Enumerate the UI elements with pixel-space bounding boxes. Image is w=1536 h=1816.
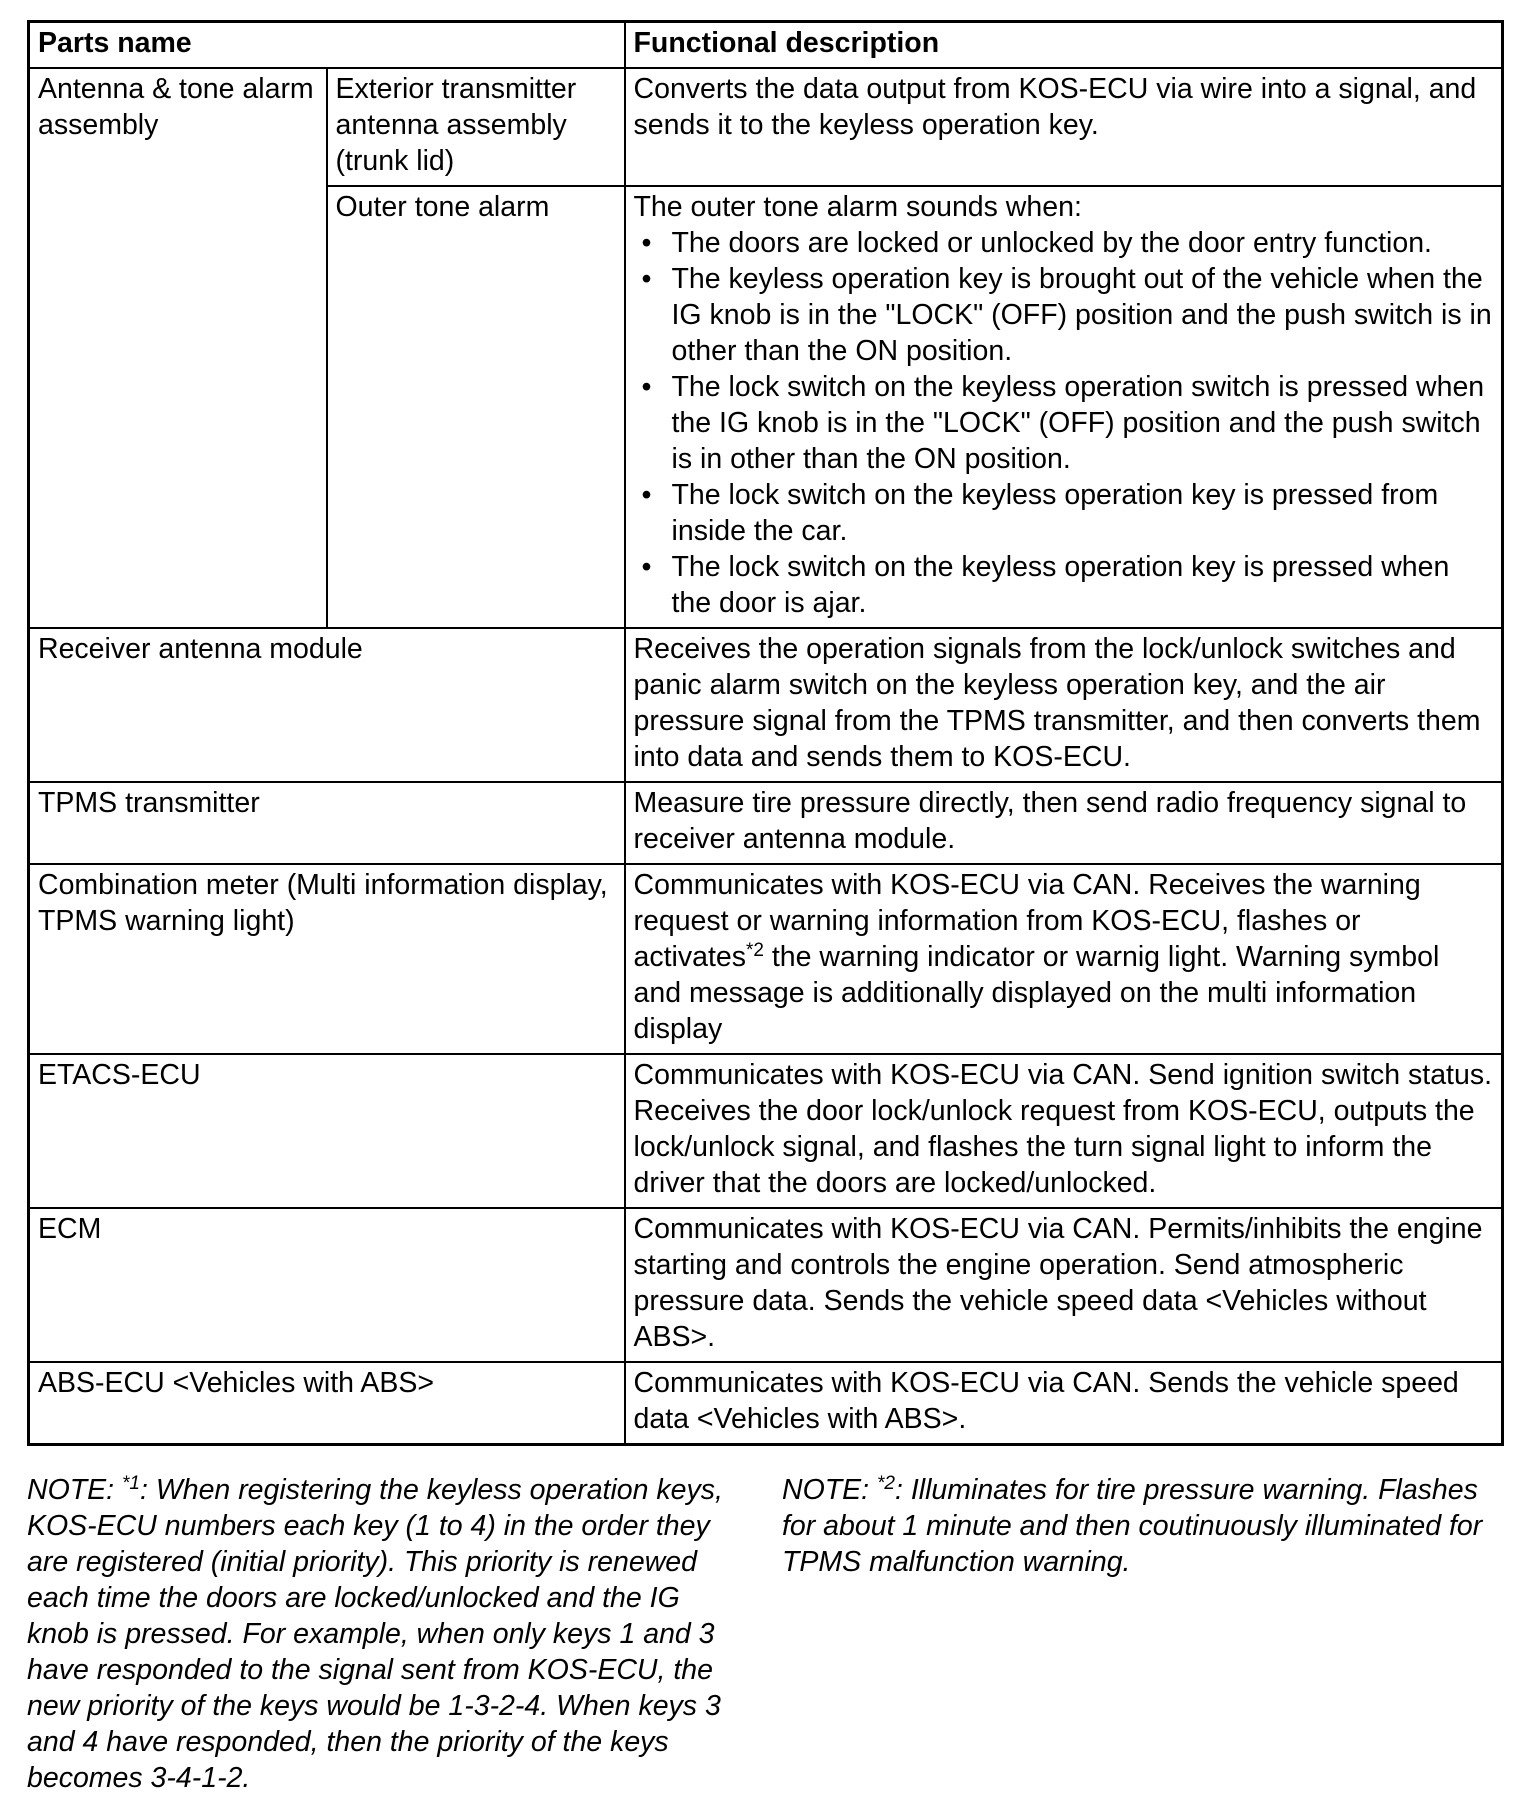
part-name-abs-ecu: ABS-ECU <Vehicles with ABS> (29, 1362, 625, 1445)
footnote-mark-2: *2 (746, 940, 764, 961)
description-tpms-transmitter: Measure tire pressure directly, then send radio frequency signal to receiver antenna module. (625, 782, 1503, 864)
description-ecm: Communicates with KOS-ECU via CAN. Permits/inhibits the engine starting and controls the engine operation. Send atmospheric pressure data. Sends the vehicle speed data <Vehicles without ABS>. (625, 1208, 1503, 1362)
description-combination-meter (625, 864, 1503, 1054)
description-outer-tone-alarm (625, 186, 1503, 628)
table-row (29, 782, 1503, 864)
note-2-mark: *2 (877, 1473, 895, 1494)
header-parts-name: Parts name (29, 22, 625, 69)
note-2-prefix: NOTE: (782, 1474, 878, 1506)
table-row (29, 864, 1503, 1054)
table-row (29, 1362, 1503, 1445)
part-name-exterior-antenna: Exterior transmitter antenna assembly (trunk lid) (327, 68, 625, 186)
part-name-tpms-transmitter: TPMS transmitter (29, 782, 625, 864)
part-name-outer-tone-alarm: Outer tone alarm (327, 186, 625, 628)
note-1-text: : When registering the keyless operation keys, KOS-ECU numbers each key (1 to 4) in the order they are registered (initial priority). This priority is renewed each time the doors are locked/unlocked and the IG knob is pressed. For example, when only keys 1 and 3 have responded to the signal sent from KOS-ECU, the new priority of the keys would be 1-3-2-4. When keys 3 and 4 have responded, then the priority of the keys becomes 3-4-1-2. (27, 1474, 723, 1794)
table-row (29, 628, 1503, 782)
description-abs-ecu: Communicates with KOS-ECU via CAN. Sends the vehicle speed data <Vehicles with ABS>. (625, 1362, 1503, 1445)
note-2-text: : Illuminates for tire pressure warning. Flashes for about 1 minute and then coutinuously illuminated for TPMS malfunction warning. (782, 1474, 1483, 1578)
note-footnote-1 (27, 1472, 747, 1796)
part-name-ecm: ECM (29, 1208, 625, 1362)
description-receiver-antenna-module: Receives the operation signals from the lock/unlock switches and panic alarm switch on the keyless operation key, and the air pressure signal from the TPMS transmitter, and then converts them into data and sends them to KOS-ECU. (625, 628, 1503, 782)
parts-function-table (27, 20, 1504, 1446)
part-name-antenna-tone-alarm: Antenna & tone alarm assembly (29, 68, 327, 628)
part-name-etacs-ecu: ETACS-ECU (29, 1054, 625, 1208)
table-row (29, 1054, 1503, 1208)
outer-tone-alarm-intro: The outer tone alarm sounds when: (633, 191, 1082, 223)
table-header-row (29, 22, 1503, 69)
outer-tone-alarm-conditions (634, 225, 1494, 621)
description-combination-meter-part2: the warning indicator or warnig light. Warning symbol and message is additionally displayed on the multi information display (633, 941, 1440, 1045)
table-row (29, 1208, 1503, 1362)
description-exterior-antenna: Converts the data output from KOS-ECU via wire into a signal, and sends it to the keyless operation key. (625, 68, 1503, 186)
list-item: • The lock switch on the keyless operation key is pressed from inside the car. (672, 477, 1494, 549)
part-name-combination-meter: Combination meter (Multi information display, TPMS warning light) (29, 864, 625, 1054)
part-name-receiver-antenna-module: Receiver antenna module (29, 628, 625, 782)
note-1-prefix: NOTE: (27, 1474, 123, 1506)
list-item: • The lock switch on the keyless operation key is pressed when the door is ajar. (672, 549, 1494, 621)
description-combination-meter-part1: Communicates with KOS-ECU via CAN. Receives the warning request or warning information from KOS-ECU, flashes or activates (633, 869, 1421, 973)
description-etacs-ecu: Communicates with KOS-ECU via CAN. Send ignition switch status. Receives the door lock/unlock request from KOS-ECU, outputs the lock/unlock signal, and flashes the turn signal light to inform the driver that the doors are locked/unlocked. (625, 1054, 1503, 1208)
note-footnote-2 (782, 1472, 1502, 1580)
list-item: • The lock switch on the keyless operation switch is pressed when the IG knob is in the "LOCK" (OFF) position and the push switch is in other than the ON position. (672, 369, 1494, 477)
list-item: • The doors are locked or unlocked by the door entry function. (672, 225, 1494, 261)
note-1-mark: *1 (122, 1473, 140, 1494)
table-row (29, 68, 1503, 186)
header-functional-description: Functional description (625, 22, 1503, 69)
list-item: • The keyless operation key is brought out of the vehicle when the IG knob is in the "LOCK" (OFF) position and the push switch is in other than the ON position. (672, 261, 1494, 369)
